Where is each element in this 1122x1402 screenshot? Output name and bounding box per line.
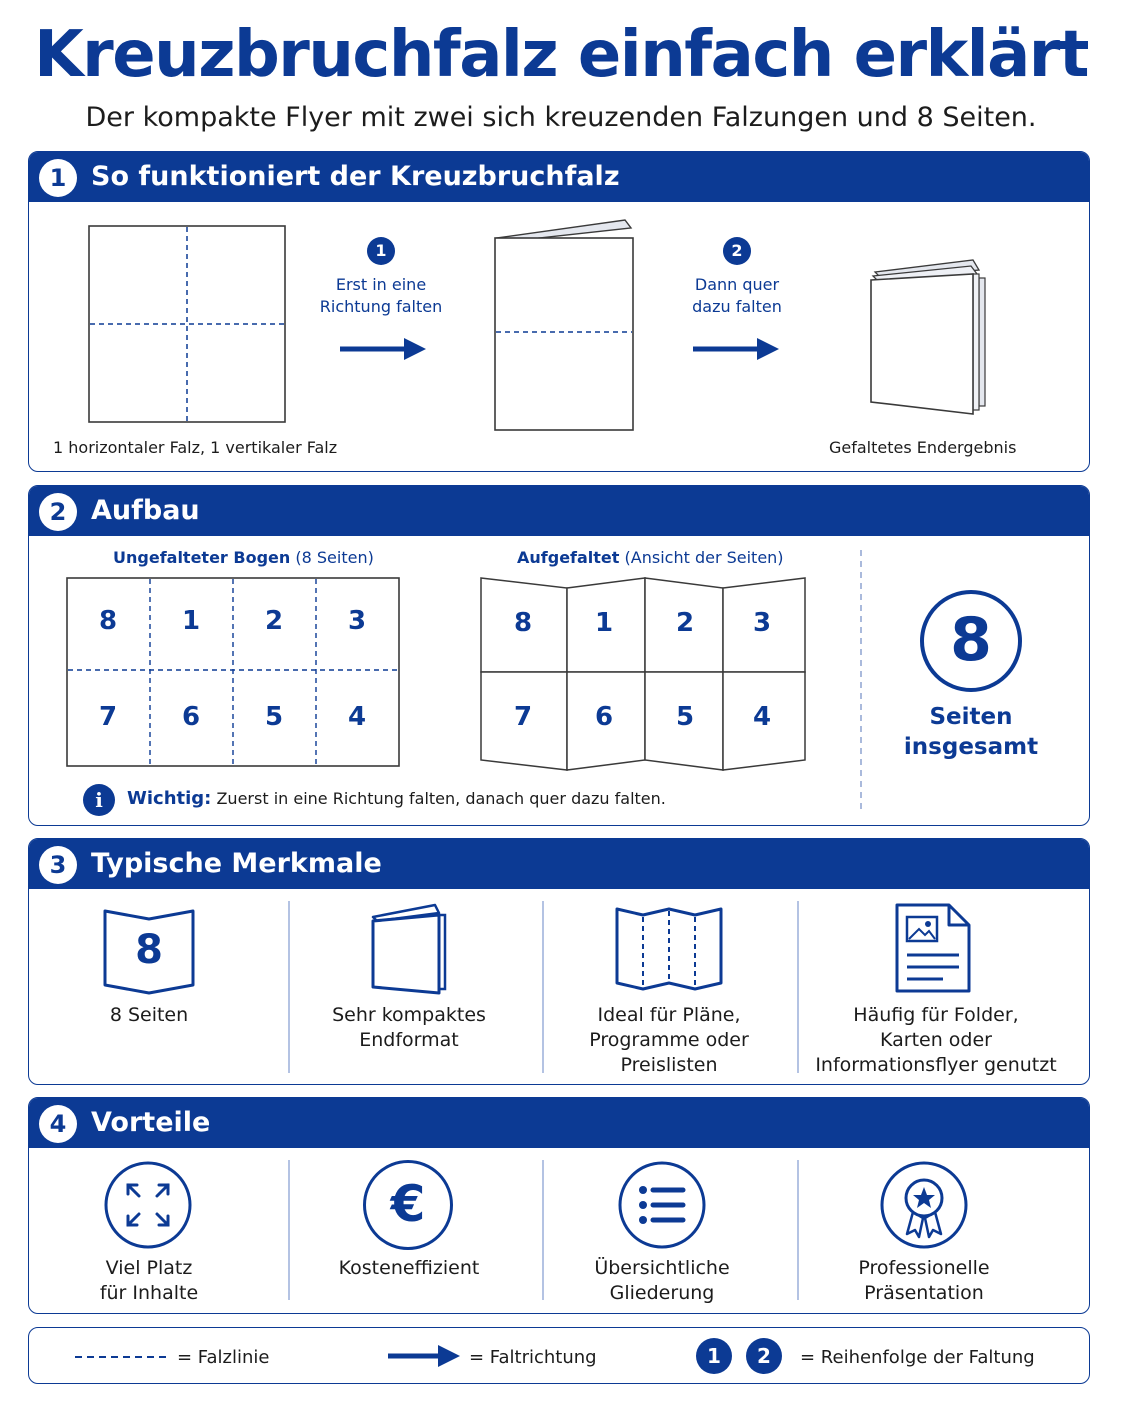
sheet-page-number: 8 bbox=[98, 606, 118, 636]
step-2-badge: 2 bbox=[723, 237, 751, 265]
divider bbox=[288, 901, 290, 1073]
order-legend-label: = Reihenfolge der Faltung bbox=[800, 1347, 1035, 1368]
step-2-label: Dann quer dazu falten bbox=[692, 275, 782, 316]
unfolded-view-title: Aufgefaltet (Ansicht der Seiten) bbox=[517, 548, 784, 567]
folded-result-diagram bbox=[865, 256, 995, 426]
view-page-number: 3 bbox=[752, 608, 772, 638]
legend bbox=[28, 1327, 1090, 1384]
arrow-right-icon bbox=[338, 334, 430, 364]
pages-total-number: 8 bbox=[950, 605, 992, 675]
list-icon bbox=[617, 1160, 707, 1250]
divider bbox=[288, 1160, 290, 1300]
sheet-page-number: 5 bbox=[264, 702, 284, 732]
sheet-page-number: 4 bbox=[347, 702, 367, 732]
section-number-badge: 1 bbox=[39, 159, 77, 197]
step-1-badge: 1 bbox=[367, 237, 395, 265]
fold-line-legend-icon bbox=[75, 1354, 167, 1360]
advantage-label: Kosteneffizient bbox=[338, 1257, 480, 1279]
view-page-number: 1 bbox=[594, 608, 614, 638]
advantage-label: Übersichtliche Gliederung bbox=[594, 1257, 730, 1304]
page-subtitle: Der kompakte Flyer mit zwei sich kreuzenden Falzungen und 8 Seiten. bbox=[85, 102, 1037, 133]
sheet-page-number: 3 bbox=[347, 606, 367, 636]
arrow-right-icon bbox=[691, 334, 783, 364]
expand-arrows-icon bbox=[103, 1160, 193, 1250]
map-fold-icon bbox=[613, 905, 725, 991]
feature-label: 8 Seiten bbox=[109, 1004, 189, 1026]
pages-total-circle bbox=[920, 590, 1022, 692]
section-features bbox=[28, 838, 1090, 1085]
flat-sheet-diagram bbox=[87, 224, 289, 426]
section-header bbox=[29, 152, 1089, 202]
half-folded-sheet-diagram bbox=[491, 218, 639, 438]
sheet-page-number: 2 bbox=[264, 606, 284, 636]
feature-label: Sehr kompaktes Endformat bbox=[332, 1004, 486, 1051]
unfolded-sheet-title: Ungefalteter Bogen (8 Seiten) bbox=[113, 548, 374, 567]
section-how-it-works bbox=[28, 151, 1090, 472]
section-header bbox=[29, 839, 1089, 889]
advantage-label: Viel Platz für Inhalte bbox=[99, 1257, 199, 1304]
sheet-page-number: 7 bbox=[98, 702, 118, 732]
feature-label: Häufig für Folder, Karten oder Informationsflyer genutzt bbox=[815, 1004, 1057, 1076]
order-badge-2: 2 bbox=[746, 1338, 782, 1374]
order-badge-1: 1 bbox=[696, 1338, 732, 1374]
section-header bbox=[29, 1098, 1089, 1148]
advantage-label: Professionelle Präsentation bbox=[858, 1257, 990, 1304]
step-1-label: Erst in eine Richtung falten bbox=[319, 275, 443, 316]
folded-flyer-icon bbox=[367, 903, 453, 999]
view-page-number: 6 bbox=[594, 702, 614, 732]
info-icon: i bbox=[83, 784, 115, 816]
sheet-page-number: 6 bbox=[181, 702, 201, 732]
view-page-number: 2 bbox=[675, 608, 695, 638]
view-page-number: 4 bbox=[752, 702, 772, 732]
sheet-page-number: 1 bbox=[181, 606, 201, 636]
section-number-badge: 2 bbox=[39, 493, 77, 531]
document-icon bbox=[893, 901, 973, 995]
section-title: So funktioniert der Kreuzbruchfalz bbox=[91, 161, 620, 192]
unfolded-view-diagram bbox=[477, 574, 809, 774]
award-star-icon bbox=[879, 1160, 969, 1250]
view-page-number: 5 bbox=[675, 702, 695, 732]
section-number-badge: 4 bbox=[39, 1105, 77, 1143]
pages-total-label: Seiten insgesamt bbox=[903, 704, 1039, 760]
section-header bbox=[29, 486, 1089, 536]
dashed-divider bbox=[859, 550, 863, 812]
divider bbox=[797, 1160, 799, 1300]
booklet-8-icon-number: 8 bbox=[135, 927, 163, 973]
page-title: Kreuzbruchfalz einfach erklärt bbox=[34, 18, 1088, 92]
fold-line-legend-label: = Falzlinie bbox=[177, 1347, 270, 1368]
feature-label: Ideal für Pläne, Programme oder Preislisten bbox=[589, 1004, 749, 1076]
section-title: Vorteile bbox=[91, 1107, 211, 1138]
important-note: Wichtig: Zuerst in eine Richtung falten, danach quer dazu falten. bbox=[127, 788, 666, 809]
euro-icon: € bbox=[363, 1160, 453, 1250]
view-page-number: 7 bbox=[513, 702, 533, 732]
section-title: Aufbau bbox=[91, 495, 200, 526]
section-advantages bbox=[28, 1097, 1090, 1314]
fold-direction-legend-label: = Faltrichtung bbox=[469, 1347, 597, 1368]
result-caption: Gefaltetes Endergebnis bbox=[829, 438, 1017, 457]
divider bbox=[797, 901, 799, 1073]
divider bbox=[542, 1160, 544, 1300]
section-title: Typische Merkmale bbox=[91, 848, 382, 879]
view-page-number: 8 bbox=[513, 608, 533, 638]
arrow-right-icon bbox=[386, 1342, 462, 1370]
section-number-badge: 3 bbox=[39, 846, 77, 884]
divider bbox=[542, 901, 544, 1073]
section-structure bbox=[28, 485, 1090, 826]
flat-sheet-caption: 1 horizontaler Falz, 1 vertikaler Falz bbox=[53, 438, 338, 457]
